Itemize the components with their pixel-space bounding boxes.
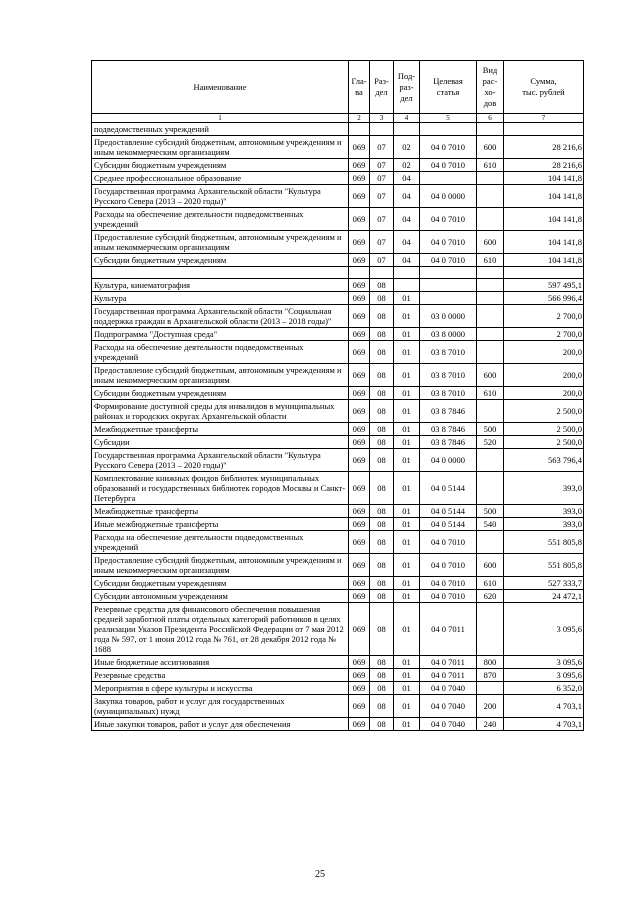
cell-sum: 4 703,1 [504,695,584,718]
cell-sum: 24 472,1 [504,590,584,603]
table-row [92,400,584,423]
cell-section: 08 [370,472,394,505]
cell-expense-type: 540 [477,518,504,531]
cell-subsection: 01 [394,554,420,577]
cell-section: 08 [370,682,394,695]
cell-name: Государственная программа Архангельской области "Культура Русского Севера (2013 – 2020 годы)" [92,185,349,208]
cell-name: Закупка товаров, работ и услуг для государственных (муниципальных) нужд [92,695,349,718]
cell-sum: 104 141,8 [504,208,584,231]
cell-target-article [420,123,477,136]
cell-name: Расходы на обеспечение деятельности подведомственных учреждений [92,341,349,364]
cell-expense-type [477,400,504,423]
table-row [92,669,584,682]
cell-expense-type [477,472,504,505]
cell-name: Подпрограмма "Доступная среда" [92,328,349,341]
cell-section: 08 [370,531,394,554]
table-row [92,172,584,185]
cell-target-article: 04 0 7010 [420,254,477,267]
cell-subsection: 04 [394,185,420,208]
cell-expense-type [477,123,504,136]
cell-sum [504,123,584,136]
cell-sum: 3 095,6 [504,603,584,656]
table-row [92,518,584,531]
cell-sum: 2 500,0 [504,436,584,449]
cell-subsection: 01 [394,305,420,328]
cell-sum: 28 216,6 [504,159,584,172]
cell-subsection: 01 [394,695,420,718]
cell-sum: 393,0 [504,505,584,518]
table-row [92,267,584,279]
cell-section: 08 [370,279,394,292]
cell-chapter: 069 [349,172,370,185]
cell-name: Субсидии бюджетным учреждениям [92,254,349,267]
cell-expense-type [477,208,504,231]
cell-subsection: 01 [394,292,420,305]
table-body [92,123,584,731]
column-number: 6 [477,114,504,123]
cell-target-article: 04 0 5144 [420,518,477,531]
cell-name: Государственная программа Архангельской области "Культура Русского Севера (2013 – 2020 годы)" [92,449,349,472]
cell-expense-type: 620 [477,590,504,603]
cell-sum: 2 500,0 [504,400,584,423]
table-row [92,436,584,449]
cell-target-article: 03 8 7846 [420,423,477,436]
cell-expense-type: 500 [477,423,504,436]
cell-chapter: 069 [349,590,370,603]
cell-sum: 551 805,8 [504,531,584,554]
cell-sum: 3 095,6 [504,669,584,682]
cell-sum: 104 141,8 [504,172,584,185]
cell-target-article: 04 0 7010 [420,577,477,590]
cell-subsection: 04 [394,231,420,254]
cell-section: 07 [370,185,394,208]
column-number-row [92,114,584,123]
cell-subsection: 01 [394,449,420,472]
cell-chapter: 069 [349,518,370,531]
cell-chapter: 069 [349,208,370,231]
cell-subsection: 01 [394,531,420,554]
cell-subsection: 04 [394,254,420,267]
cell-sum: 200,0 [504,387,584,400]
cell-name: Предоставление субсидий бюджетным, автономным учреждениям и иным некоммерческим организациям [92,364,349,387]
cell-name: Иные межбюджетные трансферты [92,518,349,531]
cell-target-article: 04 0 5144 [420,472,477,505]
cell-subsection: 01 [394,436,420,449]
cell-section: 08 [370,305,394,328]
cell-name: Культура [92,292,349,305]
cell-name: Резервные средства [92,669,349,682]
cell-section: 08 [370,590,394,603]
cell-expense-type: 600 [477,364,504,387]
cell-expense-type [477,341,504,364]
cell-section: 08 [370,364,394,387]
cell-subsection: 04 [394,208,420,231]
cell-expense-type [477,305,504,328]
table-row [92,328,584,341]
cell-sum: 104 141,8 [504,185,584,208]
cell-name: Иные бюджетные ассигнования [92,656,349,669]
table-row [92,364,584,387]
cell-sum: 393,0 [504,472,584,505]
cell-section: 08 [370,505,394,518]
cell-section: 08 [370,423,394,436]
cell-target-article [420,172,477,185]
cell-subsection: 01 [394,341,420,364]
header-expense-type: Вид рас- хо- дов [477,61,504,114]
cell-target-article: 04 0 7011 [420,603,477,656]
cell-subsection: 01 [394,656,420,669]
budget-table [91,60,584,731]
cell-target-article: 04 0 7010 [420,136,477,159]
cell-chapter: 069 [349,505,370,518]
cell-name: Субсидии автономным учреждениям [92,590,349,603]
table-row [92,208,584,231]
cell-section [370,123,394,136]
cell-expense-type [477,682,504,695]
cell-name: Культура, кинематография [92,279,349,292]
cell-section: 08 [370,695,394,718]
cell-chapter: 069 [349,449,370,472]
cell-name: Межбюджетные трансферты [92,505,349,518]
cell-name [92,267,349,279]
cell-section: 08 [370,341,394,364]
cell-name: Расходы на обеспечение деятельности подведомственных учреждений [92,531,349,554]
cell-name: Среднее профессиональное образование [92,172,349,185]
table-row [92,423,584,436]
cell-name: Предоставление субсидий бюджетным, автономным учреждениям и иным некоммерческим организациям [92,136,349,159]
table-row [92,136,584,159]
cell-sum: 2 700,0 [504,328,584,341]
cell-expense-type: 600 [477,231,504,254]
cell-chapter: 069 [349,656,370,669]
cell-sum: 28 216,6 [504,136,584,159]
cell-sum: 2 500,0 [504,423,584,436]
cell-expense-type: 870 [477,669,504,682]
cell-chapter: 069 [349,305,370,328]
cell-chapter: 069 [349,185,370,208]
column-number: 7 [504,114,584,123]
cell-name: Мероприятия в сфере культуры и искусства [92,682,349,695]
cell-section: 07 [370,136,394,159]
cell-chapter: 069 [349,682,370,695]
table-row [92,159,584,172]
cell-sum: 200,0 [504,364,584,387]
cell-expense-type: 800 [477,656,504,669]
table-row [92,590,584,603]
cell-sum: 597 495,1 [504,279,584,292]
cell-section: 08 [370,292,394,305]
cell-chapter: 069 [349,364,370,387]
cell-expense-type: 240 [477,718,504,731]
cell-name: подведомственных учреждений [92,123,349,136]
cell-sum: 104 141,8 [504,231,584,254]
header-row [92,61,584,114]
cell-chapter: 069 [349,603,370,656]
cell-target-article: 04 0 7040 [420,695,477,718]
cell-chapter [349,267,370,279]
cell-sum: 2 700,0 [504,305,584,328]
cell-name: Государственная программа Архангельской области "Социальная поддержка граждан в Архангельской области (2013 – 2018 годы)" [92,305,349,328]
cell-target-article: 03 8 7846 [420,400,477,423]
cell-section [370,267,394,279]
cell-expense-type [477,328,504,341]
cell-expense-type: 610 [477,577,504,590]
column-number: 4 [394,114,420,123]
cell-subsection: 01 [394,505,420,518]
cell-subsection: 01 [394,718,420,731]
table-row [92,472,584,505]
table-row [92,682,584,695]
cell-target-article: 03 8 7846 [420,436,477,449]
cell-subsection: 01 [394,590,420,603]
cell-expense-type: 500 [477,505,504,518]
table-row [92,656,584,669]
cell-target-article: 03 8 7010 [420,387,477,400]
cell-subsection: 01 [394,518,420,531]
cell-subsection: 01 [394,472,420,505]
cell-chapter: 069 [349,254,370,267]
cell-expense-type: 610 [477,159,504,172]
header-sum: Сумма, тыс. рублей [504,61,584,114]
cell-section: 08 [370,577,394,590]
cell-section: 07 [370,172,394,185]
header-subsection: Под- раз- дел [394,61,420,114]
cell-chapter: 069 [349,231,370,254]
cell-section: 08 [370,518,394,531]
cell-target-article: 04 0 7010 [420,159,477,172]
cell-subsection: 01 [394,364,420,387]
cell-sum: 6 352,0 [504,682,584,695]
cell-target-article: 04 0 7011 [420,669,477,682]
cell-section: 07 [370,231,394,254]
cell-section: 08 [370,387,394,400]
cell-expense-type [477,531,504,554]
cell-chapter: 069 [349,669,370,682]
cell-section: 07 [370,254,394,267]
cell-name: Субсидии [92,436,349,449]
cell-expense-type: 610 [477,254,504,267]
cell-sum: 563 796,4 [504,449,584,472]
table-row [92,577,584,590]
cell-chapter: 069 [349,400,370,423]
cell-target-article: 04 0 7010 [420,531,477,554]
cell-name: Расходы на обеспечение деятельности подведомственных учреждений [92,208,349,231]
cell-section: 08 [370,554,394,577]
cell-chapter [349,123,370,136]
cell-expense-type [477,185,504,208]
cell-name: Резервные средства для финансового обеспечения повышения средней заработной платы отдельных категорий работников в целях реализации Указов Президента Российской Федерации от 7 мая 2012 года № 597, от 1 июня 2012 года № 761, от 28 декабря 2012 года № 1688 [92,603,349,656]
cell-section: 07 [370,159,394,172]
cell-expense-type: 600 [477,136,504,159]
cell-name: Межбюджетные трансферты [92,423,349,436]
cell-expense-type [477,172,504,185]
cell-chapter: 069 [349,695,370,718]
cell-sum: 551 805,8 [504,554,584,577]
table-row [92,505,584,518]
cell-chapter: 069 [349,472,370,505]
cell-sum: 3 095,6 [504,656,584,669]
cell-name: Иные закупки товаров, работ и услуг для обеспечения [92,718,349,731]
cell-expense-type: 610 [477,387,504,400]
cell-chapter: 069 [349,136,370,159]
cell-sum: 104 141,8 [504,254,584,267]
table-row [92,292,584,305]
cell-chapter: 069 [349,531,370,554]
table-row [92,603,584,656]
column-number: 2 [349,114,370,123]
table-row [92,305,584,328]
cell-target-article: 04 0 5144 [420,505,477,518]
table-row [92,449,584,472]
cell-chapter: 069 [349,423,370,436]
table-row [92,531,584,554]
cell-chapter: 069 [349,387,370,400]
cell-chapter: 069 [349,279,370,292]
cell-target-article [420,267,477,279]
column-number: 5 [420,114,477,123]
cell-expense-type [477,449,504,472]
table-row [92,695,584,718]
column-number: 3 [370,114,394,123]
cell-target-article: 04 0 7010 [420,554,477,577]
header-name: Наименование [92,61,349,114]
cell-expense-type [477,267,504,279]
cell-target-article [420,279,477,292]
cell-subsection: 01 [394,669,420,682]
cell-name: Формирование доступной среды для инвалидов в муниципальных районах и городских округах Архангельской области [92,400,349,423]
cell-section: 08 [370,328,394,341]
cell-chapter: 069 [349,328,370,341]
cell-name: Субсидии бюджетным учреждениям [92,577,349,590]
table-row [92,185,584,208]
cell-sum: 4 703,1 [504,718,584,731]
cell-subsection: 01 [394,682,420,695]
cell-chapter: 069 [349,577,370,590]
cell-name: Предоставление субсидий бюджетным, автономным учреждениям и иным некоммерческим организациям [92,231,349,254]
cell-name: Субсидии бюджетным учреждениям [92,387,349,400]
page-number: 25 [315,869,325,880]
header-section: Раз- дел [370,61,394,114]
table-row [92,279,584,292]
cell-target-article: 03 8 0000 [420,328,477,341]
header-target-article: Целевая статья [420,61,477,114]
cell-target-article: 04 0 7040 [420,682,477,695]
cell-subsection: 01 [394,400,420,423]
cell-expense-type [477,292,504,305]
cell-chapter: 069 [349,554,370,577]
cell-target-article: 03 0 0000 [420,305,477,328]
cell-chapter: 069 [349,718,370,731]
cell-target-article: 04 0 0000 [420,185,477,208]
table-row [92,231,584,254]
cell-chapter: 069 [349,436,370,449]
cell-sum: 393,0 [504,518,584,531]
cell-sum: 566 996,4 [504,292,584,305]
cell-chapter: 069 [349,341,370,364]
cell-subsection: 01 [394,603,420,656]
cell-target-article: 04 0 7010 [420,231,477,254]
cell-expense-type [477,279,504,292]
cell-subsection: 04 [394,172,420,185]
table-row [92,123,584,136]
cell-section: 08 [370,449,394,472]
cell-target-article [420,292,477,305]
table-row [92,718,584,731]
cell-target-article: 03 8 7010 [420,364,477,387]
table-row [92,341,584,364]
cell-section: 07 [370,208,394,231]
cell-expense-type: 520 [477,436,504,449]
cell-expense-type: 600 [477,554,504,577]
column-number: 1 [92,114,349,123]
table-row [92,387,584,400]
cell-section: 08 [370,603,394,656]
cell-sum: 527 333,7 [504,577,584,590]
cell-target-article: 04 0 7040 [420,718,477,731]
cell-section: 08 [370,669,394,682]
cell-target-article: 04 0 7010 [420,590,477,603]
cell-target-article: 04 0 7010 [420,208,477,231]
cell-target-article: 04 0 0000 [420,449,477,472]
cell-subsection [394,267,420,279]
cell-section: 08 [370,436,394,449]
cell-subsection: 02 [394,159,420,172]
cell-section: 08 [370,718,394,731]
cell-expense-type: 200 [477,695,504,718]
cell-name: Предоставление субсидий бюджетным, автономным учреждениям и иным некоммерческим организациям [92,554,349,577]
table-row [92,554,584,577]
cell-name: Субсидии бюджетным учреждениям [92,159,349,172]
cell-name: Комплектование книжных фондов библиотек муниципальных образований и государственных библиотек городов Москвы и Санкт-Петербурга [92,472,349,505]
cell-subsection [394,279,420,292]
header-chapter: Гла- ва [349,61,370,114]
cell-section: 08 [370,656,394,669]
cell-subsection: 01 [394,387,420,400]
cell-sum [504,267,584,279]
cell-subsection [394,123,420,136]
cell-chapter: 069 [349,292,370,305]
cell-chapter: 069 [349,159,370,172]
cell-subsection: 01 [394,423,420,436]
cell-sum: 200,0 [504,341,584,364]
cell-section: 08 [370,400,394,423]
cell-subsection: 02 [394,136,420,159]
cell-subsection: 01 [394,328,420,341]
cell-subsection: 01 [394,577,420,590]
cell-expense-type [477,603,504,656]
table-row [92,254,584,267]
cell-target-article: 03 8 7010 [420,341,477,364]
cell-target-article: 04 0 7011 [420,656,477,669]
